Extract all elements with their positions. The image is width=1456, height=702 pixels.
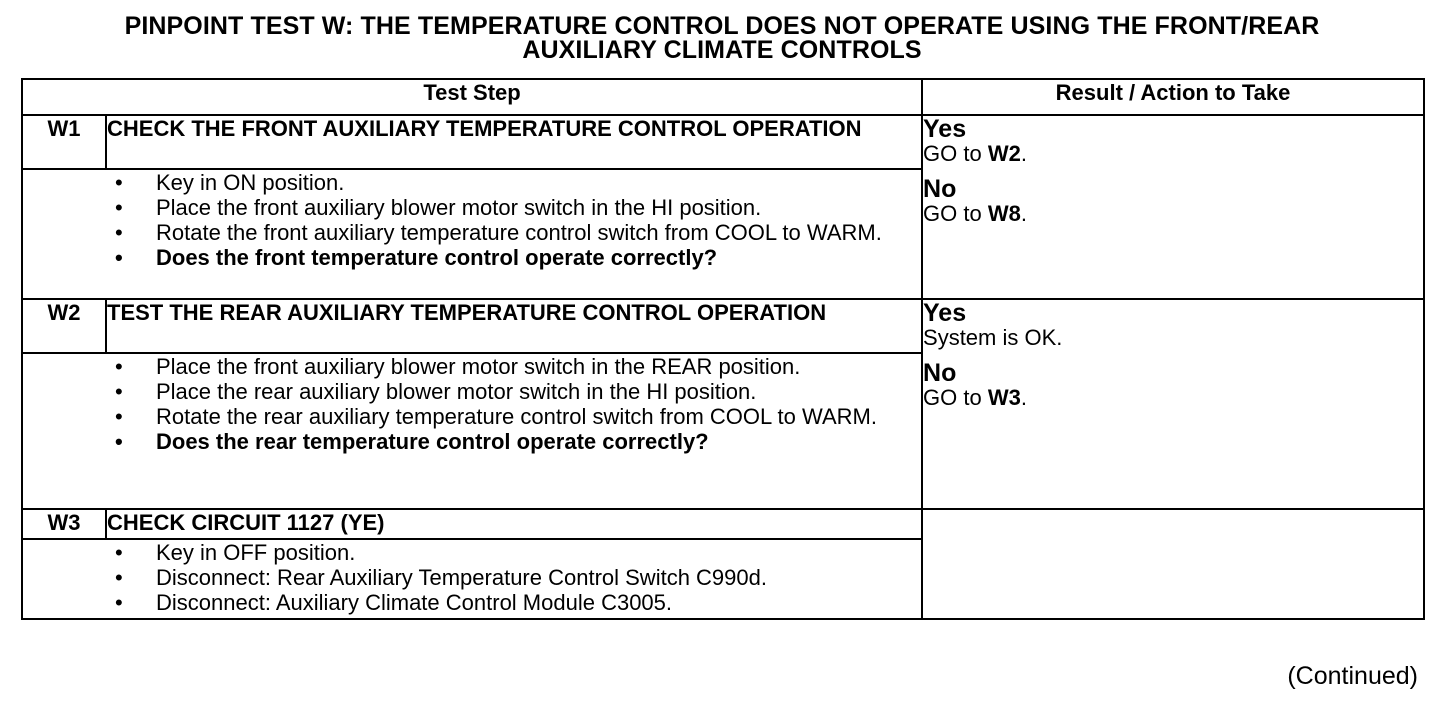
list-item: • Place the front auxiliary blower motor switch in the HI position. [115,195,762,220]
step-bullet-list [23,170,921,270]
yes-label: Yes [923,299,967,327]
step-id: W3 [22,509,106,539]
step-id: W2 [22,299,106,353]
list-item: • Place the rear auxiliary blower motor switch in the HI position. [115,379,757,404]
no-label: No [923,359,957,387]
yes-target: W2 [987,141,1021,166]
step-question: • Does the rear temperature control operate correctly? [115,429,709,454]
step-w2-title-row [22,299,1424,353]
yes-action: System is OK. [923,325,1063,350]
step-body [22,353,922,509]
no-action: GO to W3. [923,385,1027,410]
step-title: CHECK CIRCUIT 1127 (YE) [106,509,922,539]
no-target: W8 [987,201,1021,226]
header-test-step: Test Step [22,79,922,115]
no-target: W3 [987,385,1021,410]
no-label: No [923,175,957,203]
yes-label: Yes [923,115,967,143]
list-item: • Place the front auxiliary blower motor switch in the REAR position. [115,354,801,379]
step-title: CHECK THE FRONT AUXILIARY TEMPERATURE CONTROL OPERATION [106,115,922,169]
list-item: • Key in ON position. [115,170,345,195]
list-item: • Disconnect: Rear Auxiliary Temperature Control Switch C990d. [115,565,767,590]
table-header-row [22,79,1424,115]
step-body [22,169,922,299]
page-title [22,14,1422,62]
list-item: • Rotate the rear auxiliary temperature control switch from COOL to WARM. [115,404,877,429]
continued-label: (Continued) [1287,662,1418,690]
step-bullet-list [23,354,921,454]
step-w3-title-row [22,509,1424,539]
title-line-2: AUXILIARY CLIMATE CONTROLS [522,36,922,64]
step-w3-result [922,509,1424,619]
title-line-1: PINPOINT TEST W: THE TEMPERATURE CONTROL DOES NOT OPERATE USING THE FRONT/REAR [124,12,1320,40]
header-result-action: Result / Action to Take [922,79,1424,115]
yes-action: GO to W2. [923,141,1027,166]
step-w1-title-row [22,115,1424,169]
list-item: • Key in OFF position. [115,540,356,565]
step-title: TEST THE REAR AUXILIARY TEMPERATURE CONTROL OPERATION [106,299,922,353]
pinpoint-test-table [21,78,1425,620]
list-item: • Disconnect: Auxiliary Climate Control Module C3005. [115,590,673,615]
step-id: W1 [22,115,106,169]
step-bullet-list [23,540,921,615]
step-body [22,539,922,619]
no-action: GO to W8. [923,201,1027,226]
step-question: • Does the front temperature control operate correctly? [115,245,718,270]
step-w2-result [922,299,1424,509]
list-item: • Rotate the front auxiliary temperature control switch from COOL to WARM. [115,220,882,245]
step-w1-result [922,115,1424,299]
